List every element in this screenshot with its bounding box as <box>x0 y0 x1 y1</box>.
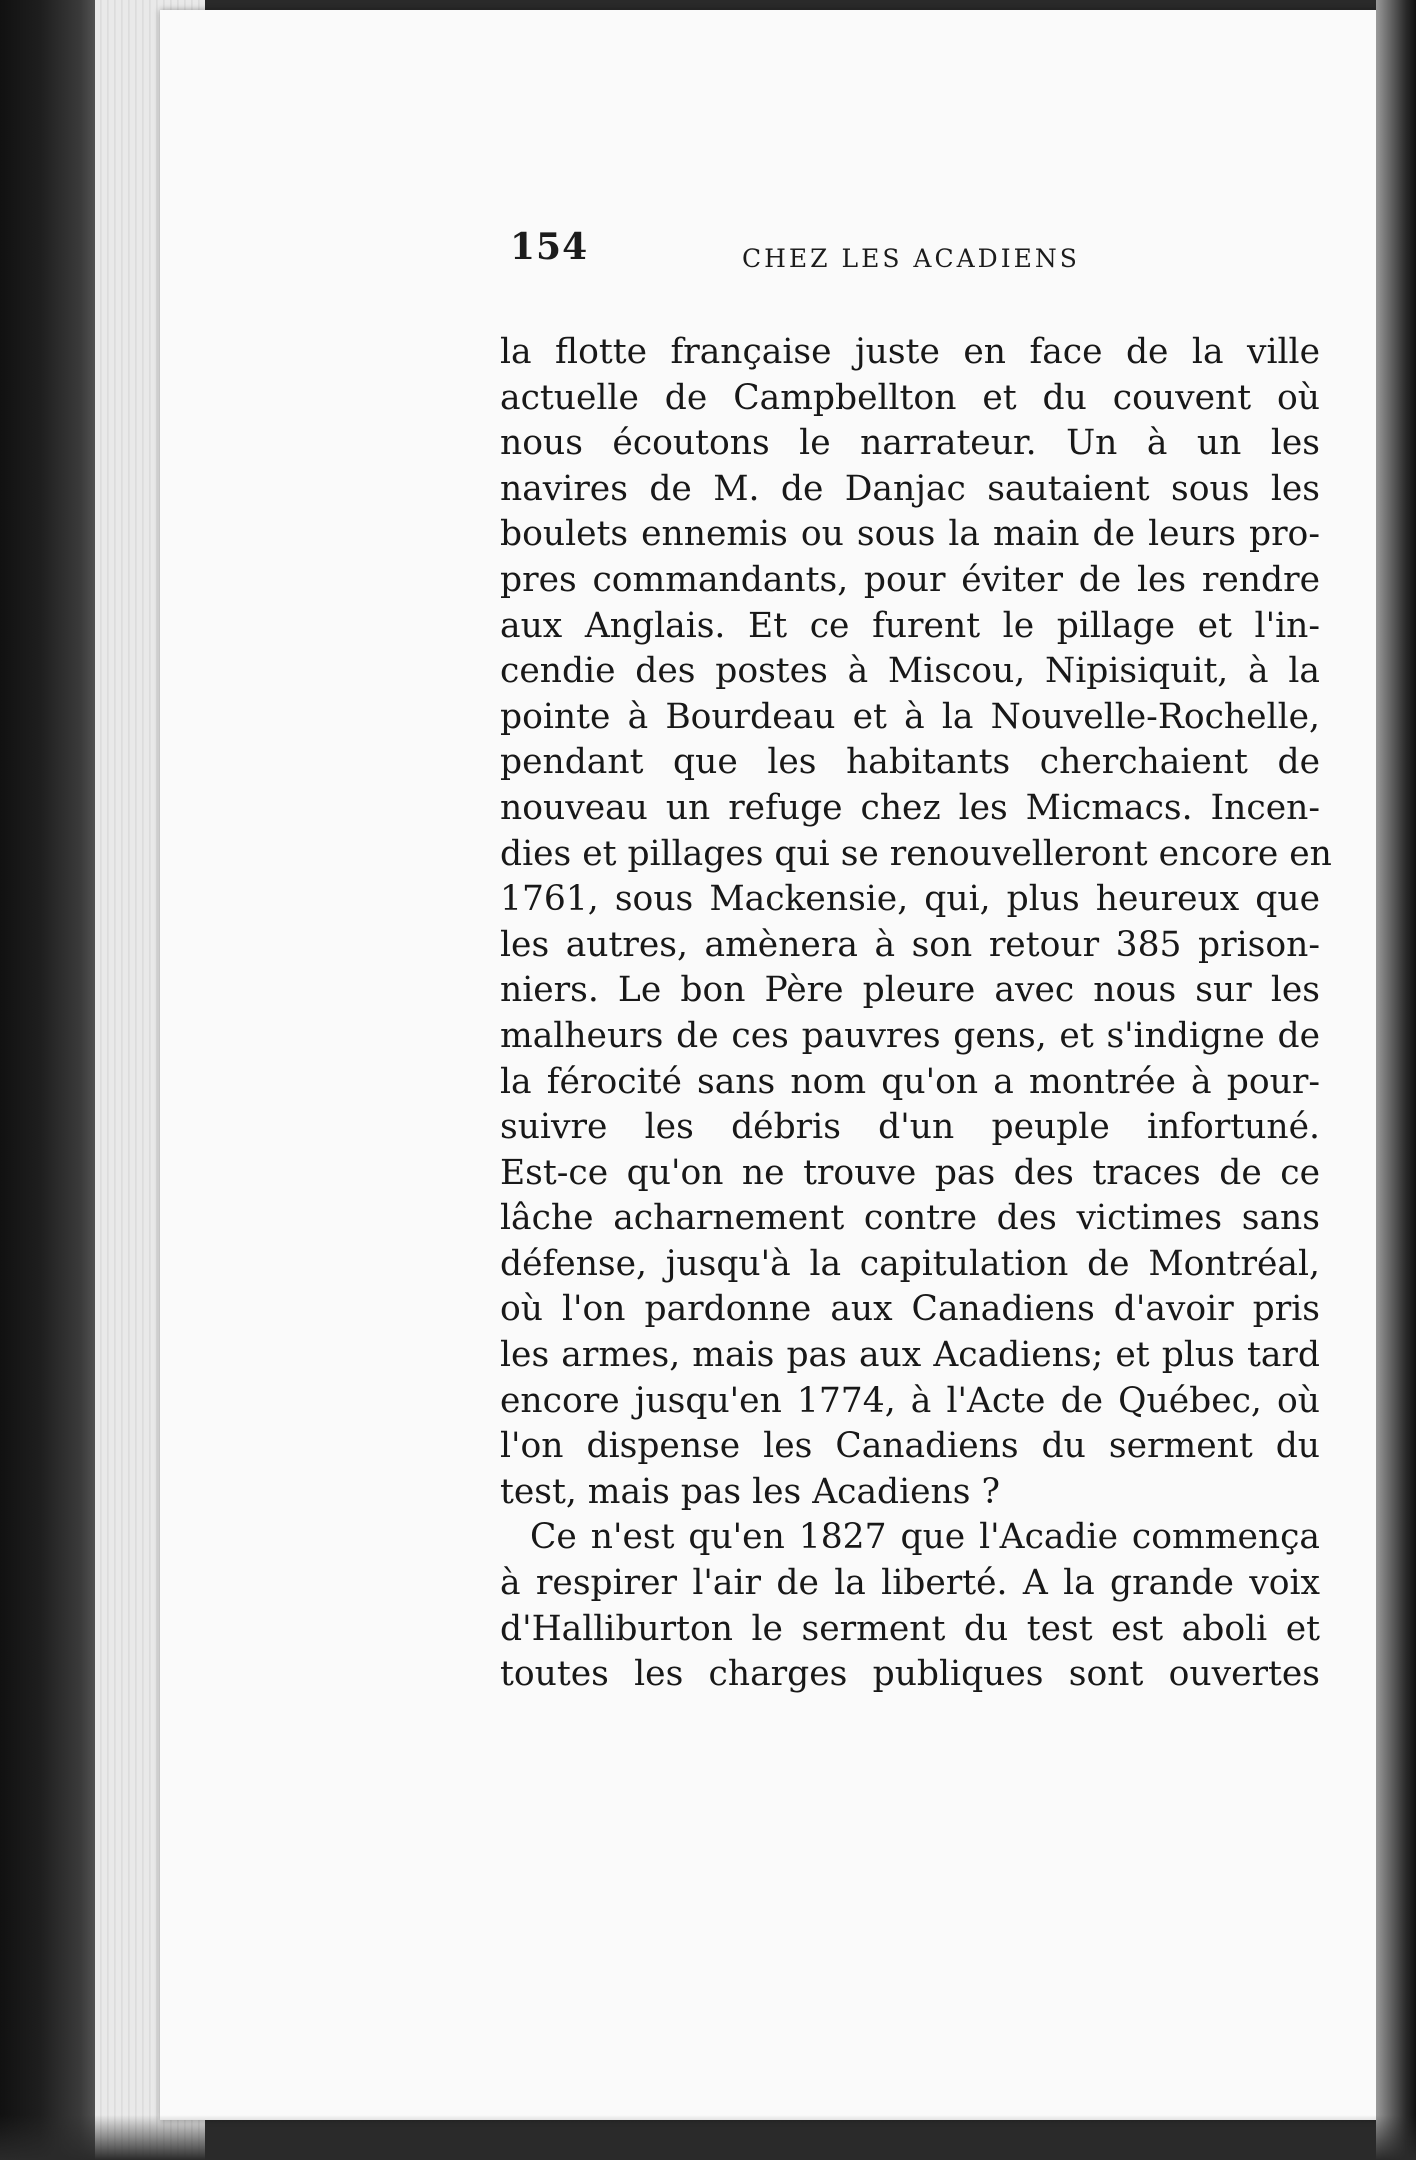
text-line: malheurs de ces pauvres gens, et s'indigne de <box>500 1015 1320 1056</box>
text-line: défense, jusqu'à la capitulation de Montréal, <box>500 1243 1320 1284</box>
text-line: encore jusqu'en 1774, à l'Acte de Québec, où <box>500 1380 1320 1421</box>
text-line: pres commandants, pour éviter de les rendre <box>500 559 1320 600</box>
text-line: Ce n'est qu'en 1827 que l'Acadie commença <box>530 1517 1320 1558</box>
text-line: la férocité sans nom qu'on a montrée à pour- <box>500 1061 1320 1102</box>
running-header <box>510 220 1150 280</box>
text-line: Est-ce qu'on ne trouve pas des traces de ce <box>500 1152 1320 1193</box>
text-line: suivre les débris d'un peuple infortuné. <box>500 1107 1320 1148</box>
text-line: toutes les charges publiques sont ouvertes <box>500 1654 1320 1695</box>
text-line: l'on dispense les Canadiens du serment du <box>500 1426 1320 1467</box>
text-line: les armes, mais pas aux Acadiens; et plus tard <box>500 1335 1320 1376</box>
text-line: les autres, amènera à son retour 385 prison- <box>500 924 1320 965</box>
text-line: lâche acharnement contre des victimes sans <box>500 1198 1320 1239</box>
text-line: niers. Le bon Père pleure avec nous sur les <box>500 970 1320 1011</box>
text-line: nouveau un refuge chez les Micmacs. Incen- <box>500 787 1320 828</box>
text-line: à respirer l'air de la liberté. A la grande voix <box>500 1563 1320 1604</box>
text-line: cendie des postes à Miscou, Nipisiquit, à la <box>500 651 1320 692</box>
text-line: actuelle de Campbellton et du couvent où <box>500 377 1320 418</box>
text-line: d'Halliburton le serment du test est aboli et <box>500 1608 1320 1649</box>
text-line: pendant que les habitants cherchaient de <box>500 742 1320 783</box>
running-title: CHEZ LES ACADIENS <box>742 244 1080 273</box>
text-line: nous écoutons le narrateur. Un à un les <box>500 423 1320 464</box>
text-line: dies et pillages qui se renouvelleront encore en <box>500 833 1332 874</box>
scan-border-bottom <box>0 2115 1416 2160</box>
text-line: 1761, sous Mackensie, qui, plus heureux que <box>500 879 1320 920</box>
text-line: où l'on pardonne aux Canadiens d'avoir pris <box>500 1289 1320 1330</box>
text-line: test, mais pas les Acadiens ? <box>500 1471 1000 1512</box>
text-line: pointe à Bourdeau et à la Nouvelle-Rochelle, <box>500 696 1320 737</box>
text-line: la flotte française juste en face de la ville <box>500 332 1320 372</box>
text-line: boulets ennemis ou sous la main de leurs pro- <box>500 514 1320 555</box>
scan-border-right <box>1376 0 1416 2160</box>
page-number: 154 <box>510 226 589 268</box>
text-line: aux Anglais. Et ce furent le pillage et l'in- <box>500 605 1320 646</box>
text-line: navires de M. de Danjac sautaient sous les <box>500 468 1320 509</box>
body-text <box>500 330 1332 1698</box>
